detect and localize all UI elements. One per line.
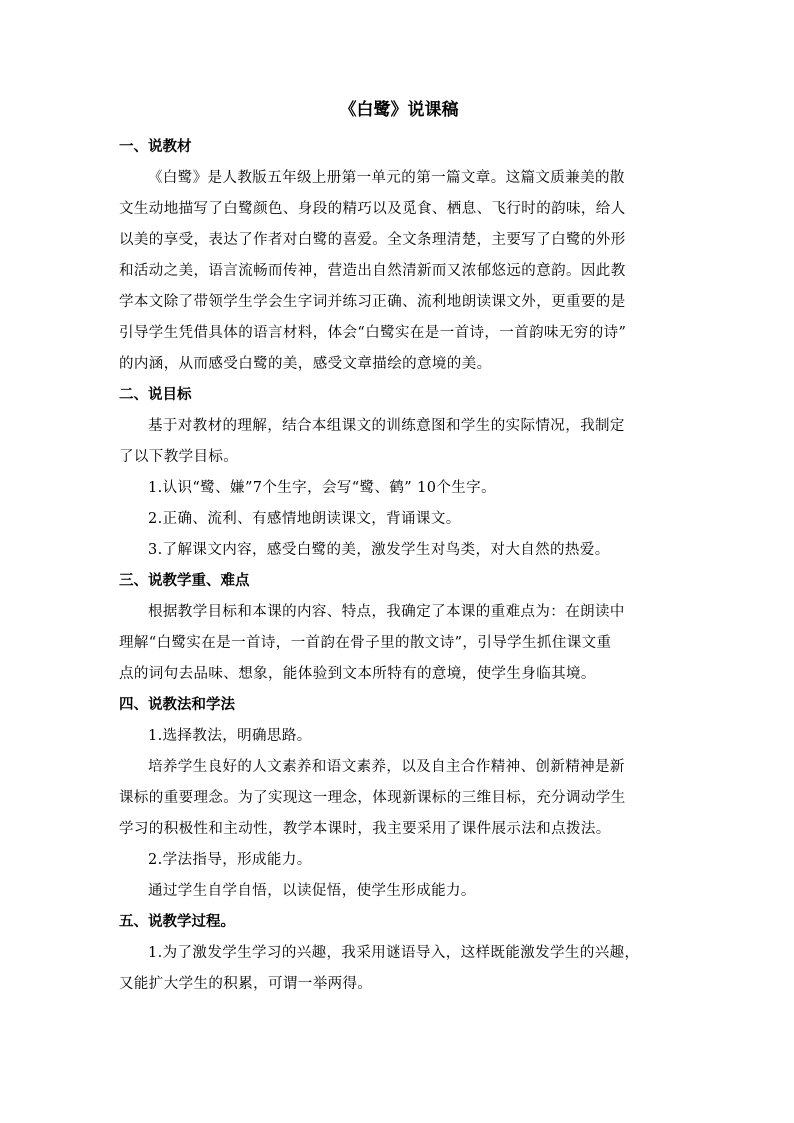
paragraph-line: 1.为了激发学生学习的兴趣，我采用谜语导入，这样既能激发学生的兴趣， bbox=[148, 945, 640, 961]
paragraph-line: 1.选择教法，明确思路。 bbox=[148, 728, 312, 744]
section-heading: 五、说教学过程。 bbox=[119, 914, 235, 930]
paragraph-line: 和活动之美，语言流畅而传神，营造出自然清新而又浓郁悠远的意韵。因此教 bbox=[119, 263, 626, 279]
paragraph-line: 以美的享受，表达了作者对白鹭的喜爱。全文条理清楚，主要写了白鹭的外形 bbox=[119, 232, 626, 248]
paragraph-line: 培养学生良好的人文素养和语文素养，以及自主合作精神、创新精神是新 bbox=[148, 759, 625, 775]
paragraph-line: 引导学生凭借具体的语言材料，体会“白鹭实在是一首诗，一首韵味无穷的诗” bbox=[119, 325, 627, 341]
section-heading: 四、说教法和学法 bbox=[119, 697, 235, 713]
paragraph-line: 了以下教学目标。 bbox=[119, 449, 239, 465]
paragraph bbox=[119, 597, 679, 690]
paragraph bbox=[119, 411, 679, 473]
paragraph-line: 理解“白鹭实在是一首诗，一首韵在骨子里的散文诗”，引导学生抓住课文重 bbox=[119, 635, 612, 651]
paragraph bbox=[119, 845, 679, 876]
paragraph bbox=[119, 938, 679, 1000]
paragraph-line: 2.正确、流利、有感情地朗读课文，背诵课文。 bbox=[148, 511, 461, 527]
paragraph bbox=[119, 876, 679, 907]
paragraph-line: 课标的重要理念。为了实现这一理念，体现新课标的三维目标，充分调动学生 bbox=[119, 790, 626, 806]
paragraph-line: 3.了解课文内容，感受白鹭的美，激发学生对鸟类，对大自然的热爱。 bbox=[148, 542, 610, 558]
paragraph-line: 2.学法指导，形成能力。 bbox=[148, 852, 312, 868]
paragraph-line: 1.认识“鹭、嫌”7个生字，会写“鹭、鹤” 10个生字。 bbox=[148, 480, 496, 496]
paragraph-line: 又能扩大学生的积累，可谓一举两得。 bbox=[119, 976, 373, 992]
paragraph bbox=[119, 721, 679, 752]
paragraph-line: 文生动地描写了白鹭颜色、身段的精巧以及觅食、栖息、飞行时的韵味，给人 bbox=[119, 201, 626, 217]
paragraph-line: 通过学生自学自悟，以读促悟，使学生形成能力。 bbox=[148, 883, 476, 899]
paragraph bbox=[119, 504, 679, 535]
paragraph-line: 基于对教材的理解，结合本组课文的训练意图和学生的实际情况，我制定 bbox=[148, 418, 625, 434]
paragraph-line: 点的词句去品味、想象，能体验到文本所特有的意境，使学生身临其境。 bbox=[119, 666, 596, 682]
paragraph-line: 学习的积极性和主动性，教学本课时，我主要采用了课件展示法和点拨法。 bbox=[119, 821, 611, 837]
document-title: 《白鹭》说课稿 bbox=[339, 100, 459, 120]
document-body bbox=[119, 96, 679, 1000]
paragraph-line: 学本文除了带领学生学会生字词并练习正确、流利地朗读课文外，更重要的是 bbox=[119, 294, 626, 310]
paragraph bbox=[119, 535, 679, 566]
paragraph-line: 根据教学目标和本课的内容、特点，我确定了本课的重难点为：在朗读中 bbox=[148, 604, 625, 620]
paragraph bbox=[119, 752, 679, 845]
section-heading: 三、说教学重、难点 bbox=[119, 573, 250, 589]
section-heading: 一、说教材 bbox=[119, 139, 192, 155]
section-heading: 二、说目标 bbox=[119, 387, 192, 403]
paragraph-line: 的内涵，从而感受白鹭的美，感受文章描绘的意境的美。 bbox=[119, 356, 492, 372]
paragraph bbox=[119, 473, 679, 504]
paragraph bbox=[119, 163, 679, 380]
paragraph-line: 《白鹭》是人教版五年级上册第一单元的第一篇文章。这篇文质兼美的散 bbox=[148, 170, 625, 186]
sections-container bbox=[119, 132, 679, 1000]
